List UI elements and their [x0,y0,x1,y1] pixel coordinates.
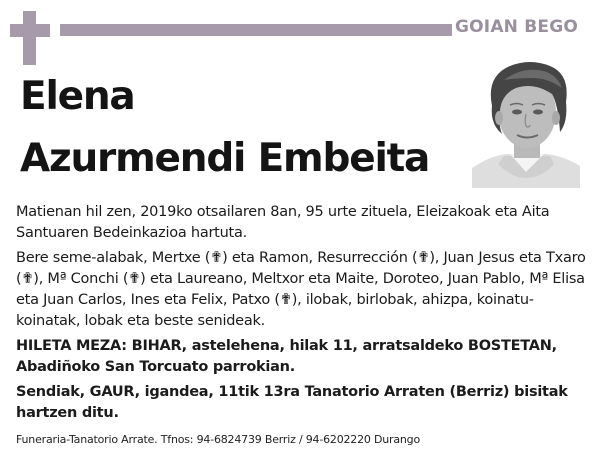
portrait-photo [472,60,580,188]
obituary-text [16,202,586,428]
section-label: GOIAN BEGO [454,17,578,37]
deceased-surnames: Azurmendi Embeita [20,136,430,181]
death-notice-paragraph: Matienan hil zen, 2019ko otsailaren 8an, 95 urte zituela, Eleizakoak eta Aita Santuaren Bedeinkazioa hartuta. [16,204,550,241]
visiting-paragraph: Sendiak, GAUR, igandea, 11tik 13ra Tanatorio Arraten (Berriz) bisitak hartzen ditu. [16,384,568,421]
latin-cross-icon [10,11,50,65]
family-paragraph: Bere seme-alabak, Mertxe (✟) eta Ramon, Resurrección (✟), Juan Jesus eta Txaro (✟), Mª Conchi (✟) eta Laureano, Meltxor eta Maite, Doroteo, Juan Pablo, Mª Elisa eta Juan Carlos, Ines eta Felix, Patxo (✟), ilobak, birlobak, ahizpa, koinatu-koinatak, lobak eta beste senideak. [16,250,586,329]
deceased-first-name: Elena [20,74,135,119]
funeral-mass-paragraph: HILETA MEZA: BIHAR, astelehena, hilak 11, arratsaldeko BOSTETAN, Abadiñoko San Torcuato parrokian. [16,338,557,375]
header-bar [60,24,452,36]
funeral-home-footer: Funeraria-Tanatorio Arrate. Tfnos: 94-6824739 Berriz / 94-6202220 Durango [16,433,420,446]
